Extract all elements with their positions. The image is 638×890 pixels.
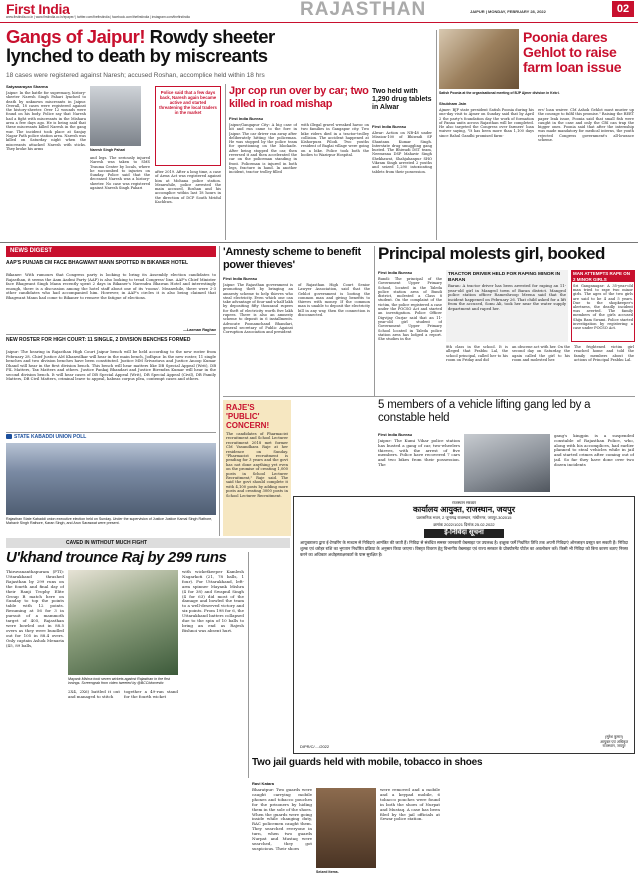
lead-headline: [6, 27, 376, 67]
digest-item1-title: AAP'S PUNJAB CM FACE BHAGWANT MANN SPOTTED IN BIKANER HOTEL: [6, 260, 189, 266]
man-attempts-body: Sri Ganganagar: A 35-year-old man tried to rape two minor girls. The ages of the two girls are said to be 4 and 5 years. Due to the shopkeeper's alertness, the deadly incident was averted. The family members of the girls accused Shiju Ram Swami. Police started investigation by registering a case under POCSO Act.: [573, 284, 633, 331]
jprcop-headline: Jpr cop run over by car; two killed in road mishap: [229, 85, 369, 110]
lead-deck: 18 cases were registered against Naresh; accused Roshan, accomplice held within 18 hrs: [6, 72, 265, 79]
jail-col-2: were removed and a mobile and a keypad mobile, 6 tobacco pouches were found in both the shoes of Nurpat and Mustaq. A case has been filed by the jail officials at Sewar police station.: [380, 788, 440, 822]
rajes-banner: RAJE'S 'PUBLIC' CONCERN!: [226, 403, 270, 430]
tractor-body: Baran: A tractor driver has been arrested for raping an 11-year-old girl in Mangrol town of Baran district. Mangrol police station officer Rameshroop Meena said that the incident happened on February 26. That child asked for a lift from the accused, Sonu Ali, took her near the water supply department and raped her.: [448, 283, 566, 311]
masthead-socials: www.firstindia.co.in | www.firstindia.co.in/epaper/ | twitter.com/thefirstindia | facebook.com/thefirstindia | instagram.com/thefirstindia: [6, 15, 190, 19]
lead-pullquote: [155, 86, 221, 166]
page-number: 02: [612, 1, 634, 17]
cricket-photo-caption: Mayank Mishra took seven wickets against Rajasthan in the first innings. Screengrab from video tweeted by @BCCIdomestic: [68, 677, 170, 686]
vehicle-col-2-text: gang's kingpin is a suspended constable of Rajasthan Police, who, along with his accomplices, had earlier planned to steal vehicles while in jail and started crimes after coming out of jail. So far they have done over two dozen incidents: [554, 434, 634, 467]
kabaddi-caption: Rajasthan State Kabaddi union executive election held on Sunday. Under the supervision of Justice Justice Kamal Singh Rathore, Mahavir Singh Rathore, Karan Singh, and Arun Saraswat were present.: [6, 517, 213, 526]
principal-col-1: Bundi: The principal of the Government Upper Primary School, located in the Taleda police station area of Bundi district, molested a Class 8 student. On the complaint of the victim, the police registered a case under the POCSO Act and started an investigation. Police Officer Digvijay Gurjar said that an 11-year-old girl student of Government Upper Primary School located in Taleda police station area has lodged a report. She studies in the: [378, 277, 442, 342]
vehicle-byline: First India Bureau: [378, 432, 413, 437]
amnesty-headline: 'Amnesty scheme to benefit power thieves': [223, 246, 361, 271]
notice-header-3: प्रशासनिक भवन, 2 जूनागढ़ राजस्थान, गांधीनगर, जयपुर-302015: [416, 515, 512, 520]
notice-signatory: (सुरेश कुमार) आयुक्त एवं अधिकृत राजस्थान, जयपुर: [600, 734, 628, 749]
tractor-box: [446, 270, 568, 342]
lead-photo: [90, 86, 141, 146]
masthead-logo: First India: [6, 1, 70, 17]
digest-item1-body: Bikaner: With rumours that Congress party is looking to bring its Assembly election candidates to Rajasthan, it seems the Aam Aadmi Party (AAP) is also looking to tread Congress' line. AAP's Chief Minister face Bhagwant Singh Mann recently spent 2 days in Bikaner's Narendra Bhawan Hotel and interestingly enough, there is a discussion among the hotel staff about one of its 'rooms'. Meanwhile, there were 2-3 other candidates who had accompanied him. However, in AAP's circles it is also being claimed that Bhagwant Mann had come to Bikaner to remove the fatigue of elections.: [6, 273, 216, 300]
amnesty-col-1: Jaipur: The Rajasthan government is promoting theft by bringing an amnesty scheme to help thieves who steal electricity. Even which one can take advantage of four-and-a-half lakh by depositing fifty thousand rupees for theft of electricity worth five lakh rupees. There is also an amnesty scheme to deposit in 6 installments. Advocate Poonamchand Bhandari, general secretary of Public Against Corruption Association and president: [223, 283, 293, 335]
man-attempts-title: MAN ATTEMPTS RAPE ON 2 MINOR GIRLS: [571, 270, 635, 282]
principal-headline: Principal molests girl, booked: [378, 244, 605, 263]
tractor-title: TRACTOR DRIVER HELD FOR RAPING MINOR IN BARAN: [448, 272, 561, 283]
cricket-col-4: with wicketkeeper Kamlesh Nagarkoti (21, 78 balls, 1 four). For Uttarakhand, left-arm spinner Mayank Mishra (4 for 38) and Swapnil Singh (4 for 63) did most of the damage and bowled the team to a well-deserved victory and six points. From 198 for 6, the Uttarakhand batters collapsed due to the spin of 10 balls to bring an end as Rajesh Bishnoi was absent hurt.: [182, 570, 244, 633]
rajes-body: The candidates of Pharmacist recruitment and School Lecturer recruitment 2018 met former CM Vasundhara Raje at her residence on Sunday. "Pharmacist recruitment is pending for 3 years and the govt has not done anything yet even on the promise of creating 1,000 posts in School Lecturer Recruitment," Raje said. The said the govt should complete it with 4,100 posts by adding more posts and creating 3000 posts in School Lecturer Recruitment.: [226, 432, 288, 498]
digest-rule-1: [6, 334, 216, 335]
lead-col-2: and legs. The seriously injured Naresh was taken to SMS Trauma Center by locals, where he succumbed to injuries on Sunday. Police said that the deceased Naresh was a history-sheeter. No case was registered against Naresh Singh Pahari: [90, 156, 150, 191]
poonia-col-2: ers' loan waiver. CM Ashok Gehlot must muster up the courage to fulfil this promise." Raising the REET paper leak issue, Poonia said that small fish were caught in the case and only the CBI can trap the bigger ones. Poonia said that after the internship was made mandatory for medical interns, the youth rejected Congress government's all-lowance scheme.: [538, 108, 634, 143]
lead-headline-black-1: Rowdy sheeter: [149, 27, 275, 47]
masthead-section: RAJASTHAN: [300, 0, 427, 20]
jprcop-col-2: with illegal gravel wreaked havoc on two families in Gangapur city. Two bike riders died in a tractor-trolley collision. The accident happened at Kishorpura Pilodi. Two youths resident of Baglai village were going on a bike. Police took both the bodies to Wazirpur Hospital.: [301, 123, 369, 158]
principal-divider: [374, 246, 375, 396]
masthead: [0, 0, 638, 22]
principal-col-2: 8th class in the school. It is alleged that Prabhu Lal, the school principal, called her to his room on Friday and did: [446, 345, 508, 362]
jail-photo: [316, 788, 376, 868]
notice-header-2: कार्यालय आयुक्त, राजस्थान, जयपुर: [412, 505, 516, 514]
notice-ref: क्रमांक 2022/1021 दिनांक 25.02.2022: [433, 522, 495, 527]
cricket-col-1: Thiruvananthapuram (PTI): Uttarakhand thrashed Rajasthan by 299 runs on the fourth and final day of their Ranji Trophy Elite Group B match here on Sunday to top the points table with 12 points. Resuming at 56 for 3 in pursuit of a mammoth target of 405, Rajasthan were bowled out in 88.5 overs as they were bundled out for 105 in 88.4 overs. Only captain Ashok Menaria (45, 89 balls,: [6, 570, 64, 648]
tablets-headline: Two held with 1,290 drug tablets in Alwar: [372, 88, 432, 111]
poonia-divider: [436, 30, 437, 240]
poonia-col-1: Ajmer: BJP state president Satish Poonia during his one-day visit to Ajmer on Sunday said that by April 2 the party's foundation day the work of formation of Panna units across Rajasthan will be completed. He also targeted the Congress over farmers' loan waiver saying, "It has been more than 1,100 days since Rahul Gandhi promised farm-: [439, 108, 534, 138]
jail-headline-printed: Two jail guards held with mobile, tobacco in shoes: [252, 757, 483, 768]
kabaddi-photo: [6, 443, 216, 515]
jail-byline: Ravi Katara: [252, 781, 275, 786]
poonia-headline: Poonia dares Gehlot to raise farm loan issue: [523, 30, 622, 75]
lead-col-1: Jaipur: In the battle for supremacy, history-sheeter Naresh Singh Pahari lynched to death by unknown miscreants in Jaipur. Overall, 18 cases were registered against the history-sheeter. Over 12 wounds were found on his body. Police say that Naresh had a fight with miscreants in the Mishara area a few days ago. He is being said that these miscreants killed Naresh in the gang war. The incident took place at Sanjay Nagar Path police station area. Naresh was killed on Saturday night when the miscreants attacked Naresh with sticks. They broke his arms: [6, 91, 86, 151]
tender-notice: [293, 496, 635, 754]
mid-rule: [223, 396, 635, 397]
lead-headline-red: Gangs of Jaipur!: [6, 27, 145, 47]
lead-pullquote-text: Police said that a few days back, Naresh again became active and started threatening the local traders in the market: [159, 90, 217, 115]
notice-footer-code: DIPR/C/..../2022: [300, 744, 330, 749]
upper-bottom-rule: [0, 242, 638, 243]
camera-icon: [6, 434, 12, 439]
notice-title: ई-निविदा सूचना: [424, 529, 504, 538]
digest-divider: [219, 246, 220, 536]
cricket-col-3: together a 49-run stand for the fourth wicket: [124, 690, 178, 699]
masthead-rule: [0, 22, 638, 23]
vehicle-col-1: Jaipur: The Kumi Vihar police station has busted a gang of car, two-wheelers thieves, with the arrest of five members. Police have recovered 7 cars and two bikes from their possession. The: [378, 439, 460, 467]
jprcop-col-1: Jaipur/Gangapur City: A big case of hit and run came to the fore in Jaipur. The car driver ran away after deliberately hitting the policeman. He was stopped by the police team for questioning on the blockade. After being stopped the car, then reversed it and then accelerated the car on the policeman standing in front. Policeman is injured in both legs, fracture in hand. In another incident, tractor trolley filled: [229, 123, 297, 175]
poonia-photo: [439, 29, 519, 89]
principal-byline: First India Bureau: [378, 270, 413, 275]
amnesty-col-2: of Rajasthan High Court Senior Lawyer Association, said that the Gehlot government is looting the common man and giving benefits to thieves with money. If the common man is unable to deposit the electricity bill in any way, then the connection is disconnected.: [298, 283, 370, 318]
sports-strip: CAVED IN WITHOUT MUCH FIGHT: [6, 538, 290, 548]
lead-headline-black-2: lynched to death by miscreants: [6, 45, 268, 66]
tablets-col-1: Alwar: Action on NB-48 under Mission-100 of Bhiwadi SP Shantanu Kumar Singh. Interstate drug smuggling gang busted. The Bhiwadi DST team, Neemrana DSP Mahavir Singh Shekhawat, Shahjahanpur SHO Vikram Singh arrested 2 youths and seized 1,290 intoxicating tablets from their possession.: [372, 131, 432, 174]
vehicle-headline: 5 members of a vehicle lifting gang led by a constable held: [378, 399, 591, 424]
masthead-dateline: JAIPUR | MONDAY, FEBRUARY 28, 2022: [470, 9, 546, 14]
cricket-photo: [68, 570, 178, 675]
amnesty-byline: First India Bureau: [223, 276, 258, 281]
cricket-headline: U'khand trounce Raj by 299 runs: [6, 549, 227, 566]
notice-body: आयुक्तालय द्वारा ई-टेण्डरिंग के माध्यम से निविदाएं आमंत्रित की जाती हैं। निविदा से संबंधित समस्त जानकारी वेबसाइट पर उपलब्ध है। इच्छुक फर्में निर्धारित तिथि तक अपनी निविदाएं ऑनलाइन प्रस्तुत कर सकती हैं। निविदा शुल्क एवं धरोहर राशि का भुगतान निर्धारित प्रक्रिया के अनुसार किया जाएगा। विस्तृत विवरण हेतु विभागीय वेबसाइट एवं राज्य सरकार के प्रोक्योरमेंट पोर्टल का अवलोकन करें। किसी भी निविदा को बिना कारण बताए निरस्त करने का अधिकार अधोहस्ताक्षरकर्ता के पास सुरक्षित है।: [300, 539, 628, 558]
lead-col-3: after 2019. After a long time, a case of Arms Act was registered against him at Mohana police station. Meanwhile, police arrested the main accused, Roshan and his accomplice within last 18 hours in the direction of DCP South Mridul Kachhwa.: [155, 170, 221, 205]
lead-photo-caption: Naresh Singh Pahari: [90, 148, 126, 152]
news-digest-banner: NEWS DIGEST: [6, 246, 216, 257]
cricket-col-2: 2X4, 2X6) battled it out and managed to stitch: [68, 690, 120, 699]
jprcop-byline: First India Bureau: [229, 116, 264, 121]
digest-rule-2: [6, 432, 216, 433]
jail-photo-caption: Seized items.: [316, 870, 339, 874]
tablets-byline: First India Bureau: [372, 124, 407, 129]
principal-col-3: an obscene act with her. On the second day on Saturday, the again called the girl to his room and molested her.: [512, 345, 570, 362]
digest-item3-banner-text: STATE KABADDI UNION POLL: [14, 434, 87, 440]
poonia-byline: Shubham Jain: [439, 101, 467, 106]
cricket-divider: [248, 552, 249, 778]
digest-item2-body: Jaipur: The hearing in Rajasthan High Court Jaipur bench will be held according to the new roster from February 28. Chief Justice AM Khanwilkar will hear in the main bench, Jodhpur. In the new roster, 11 single benches and two division benches have been constituted. Justice MM Srivastava and Justice Anoop Kumar Dhand will hear in the first division bench. This bench will hear matters like DB Special Appeal (Writ), DB PIL Matters, Tax Matters and others. Justice Pankaj Bhandari and Justice Birendra Kumar will hear in the second division bench. It will hear cases of DB Special Appeal (Writ), DB Special Appeal (Civil), DB Family Matters, DB Civil Matters, criminal leave to appeal, habeas corpus plea, contempt cases and others.: [6, 350, 216, 381]
poonia-photo-caption: Satish Poonia at the organisational meeting of BJP Ajmer division in Kekri.: [439, 91, 560, 95]
digest-item3-banner: [6, 434, 216, 442]
lead-divider: [225, 84, 226, 240]
digest-item1-credit: —Laxman Raghav: [183, 328, 216, 332]
notice-header-1: राजस्थान सरकार: [451, 500, 477, 505]
vehicle-photo: [464, 434, 550, 492]
lead-byline: Satyanarayan Sharma: [6, 84, 48, 89]
jail-col-1: Bharatpur: Two guards were caught carrying mobile phones and tobacco pouches for the prisoners by hiding them in the sole of the shoes. When the guards were going inside while changing duty, RAC policemen caught them. They searched everyone in turn, when two guards Nurpat and Mustaq were searched, they got suspicious. Their shoes: [252, 788, 312, 851]
principal-col-4: The frightened victim girl reached home and told the family members about the actions of Principal Prabhu Lal.: [574, 345, 634, 362]
digest-item2-title: NEW ROSTER FOR HIGH COURT: 11 SINGLE, 2 DIVISION BENCHES FORMED: [6, 337, 191, 343]
